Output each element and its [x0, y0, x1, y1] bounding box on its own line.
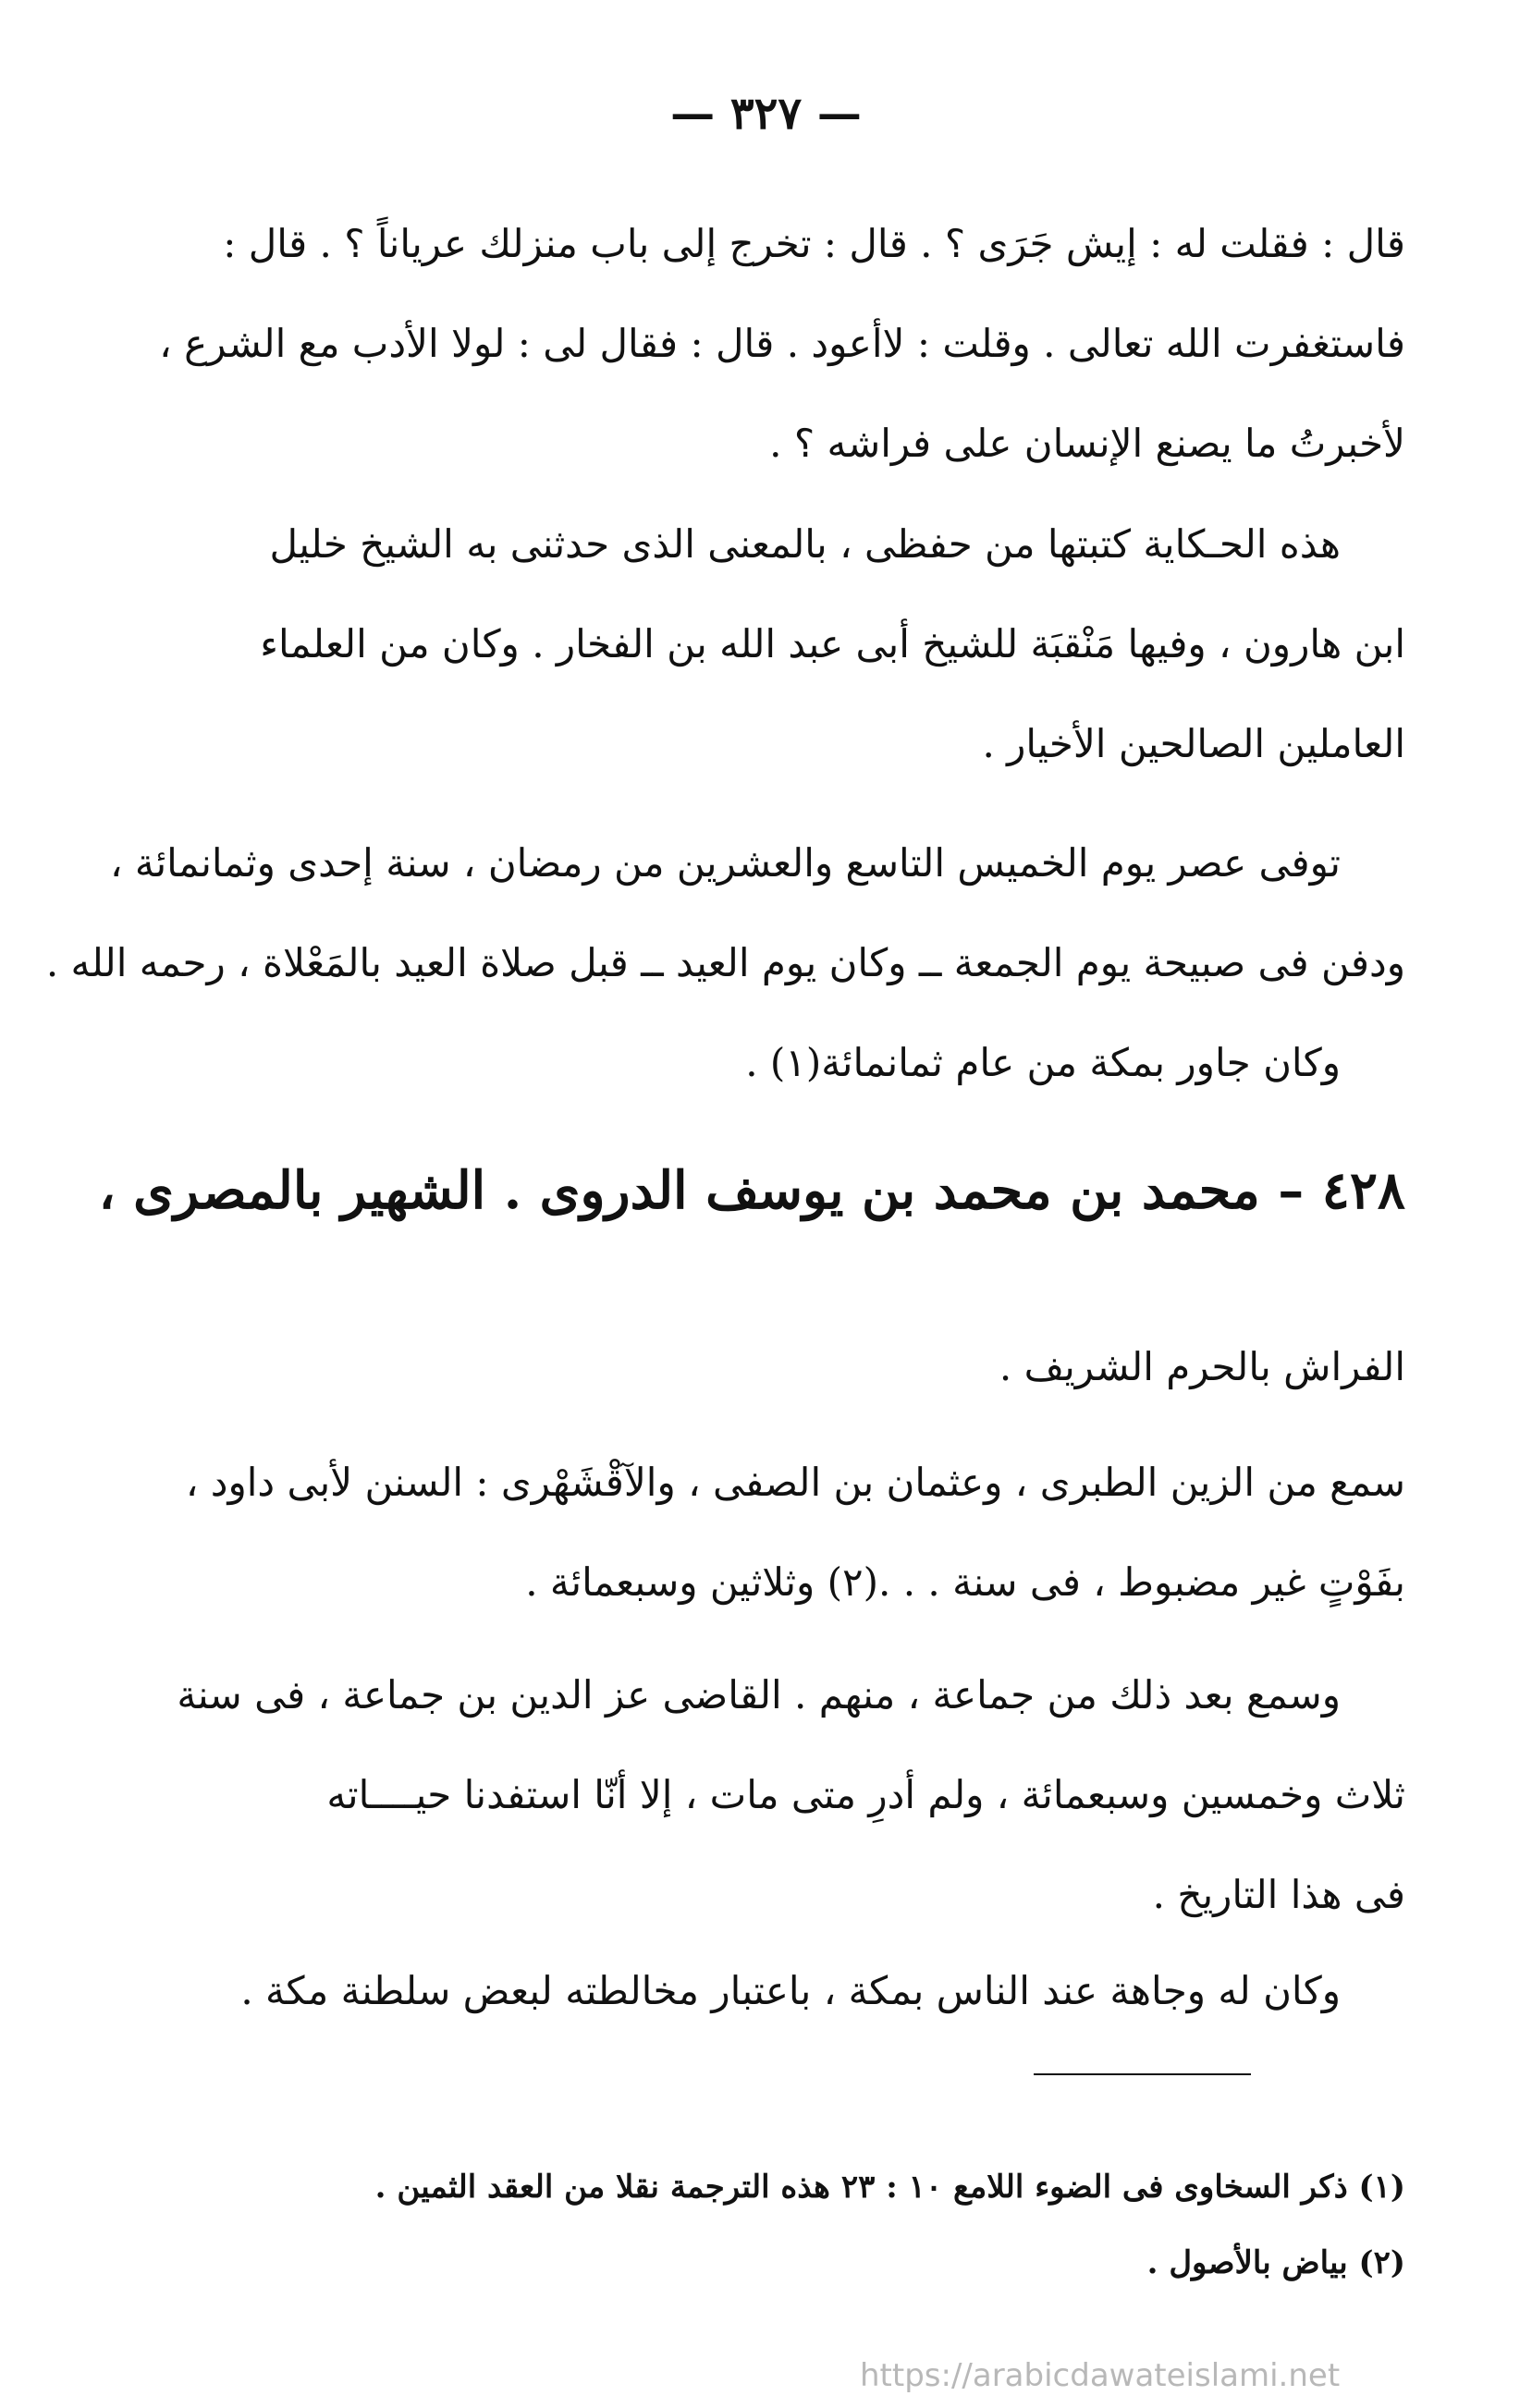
entry-paragraph-1	[208, 1317, 1405, 1417]
entry-paragraph-2	[185, 1433, 1405, 1632]
entry-paragraph-3	[177, 1645, 1405, 1945]
paragraph-line: وكان جاور بمكة من عام ثمانمائة(١) .	[745, 1040, 1341, 1085]
paragraph-line: ودفن فى صبيحة يوم الجمعة ــ وكان يوم العيد ــ قبل صلاة العيد بالمَعْلاة ، رحمه الله .	[45, 940, 1405, 985]
paragraph-line: العاملين الصالحين الأخيار .	[982, 721, 1405, 766]
page-number: — ٣٢٧ —	[670, 88, 862, 140]
paragraph-line: فى هذا التاريخ .	[1152, 1872, 1405, 1917]
watermark-url: https://arabicdawateislami.net	[860, 2357, 1341, 2394]
paragraph-line: وكان له وجاهة عند الناس بمكة ، باعتبار مخالطته لبعض سلطنة مكة .	[240, 1968, 1341, 2013]
paragraph-line: وسمع بعد ذلك من جماعة ، منهم . القاضى عز الدين بن جماعة ، فى سنة	[177, 1672, 1341, 1717]
paragraph-line: سمع من الزين الطبرى ، وعثمان بن الصفى ، والآقْشَهْرى : السنن لأبى داود ،	[185, 1460, 1405, 1505]
footnotes	[208, 2149, 1405, 2301]
paragraph-line: قال : فقلت له : إيش جَرَى ؟ . قال : تخرج إلى باب منزلك عرياناً ؟ . قال :	[223, 221, 1405, 266]
entry-number: ٤٢٨	[1321, 1160, 1405, 1221]
paragraph-line: ثلاث وخمسين وسبعمائة ، ولم أدرِ متى مات ، إلا أنّا استفدنا حيــــاته	[326, 1772, 1405, 1817]
paragraph-2	[208, 495, 1405, 794]
paragraph-line: ابن هارون ، وفيها مَنْقبَة للشيخ أبى عبد الله بن الفخار . وكان من العلماء	[260, 621, 1405, 666]
paragraph-line: توفى عصر يوم الخميس التاسع والعشرين من رمضان ، سنة إحدى وثمانمائة ،	[110, 840, 1341, 886]
paragraph-line: بفَوْتٍ غير مضبوط ، فى سنة . . .(٢) وثلاثين وسبعمائة .	[525, 1559, 1405, 1605]
paragraph-line: هذه الحـكاية كتبتها من حفظى ، بالمعنى الذى حدثنى به الشيخ خليل	[269, 521, 1341, 567]
footnote-2: (٢) بياض بالأصول .	[1146, 2244, 1405, 2281]
paragraph-1	[159, 194, 1405, 494]
entry-title: – محمد بن محمد بن يوسف الدروى . الشهير بالمصرى ،	[98, 1160, 1305, 1221]
entry-paragraph-4	[208, 1941, 1405, 2041]
paragraph-line: لأخبرتُ ما يصنع الإنسان على فراشه ؟ .	[769, 421, 1405, 466]
paragraph-3	[45, 813, 1405, 1113]
paragraph-line: فاستغفرت الله تعالى . وقلت : لاأعود . قال : فقال لى : لولا الأدب مع الشرع ،	[159, 321, 1405, 366]
paragraph-line: الفراش بالحرم الشريف .	[999, 1344, 1405, 1389]
footnote-divider	[1034, 2073, 1251, 2075]
entry-heading	[98, 1160, 1405, 1221]
footnote-1: (١) ذكر السخاوى فى الضوء اللامع ١٠ : ٢٣ هذه الترجمة نقلا من العقد الثمين .	[374, 2169, 1405, 2206]
